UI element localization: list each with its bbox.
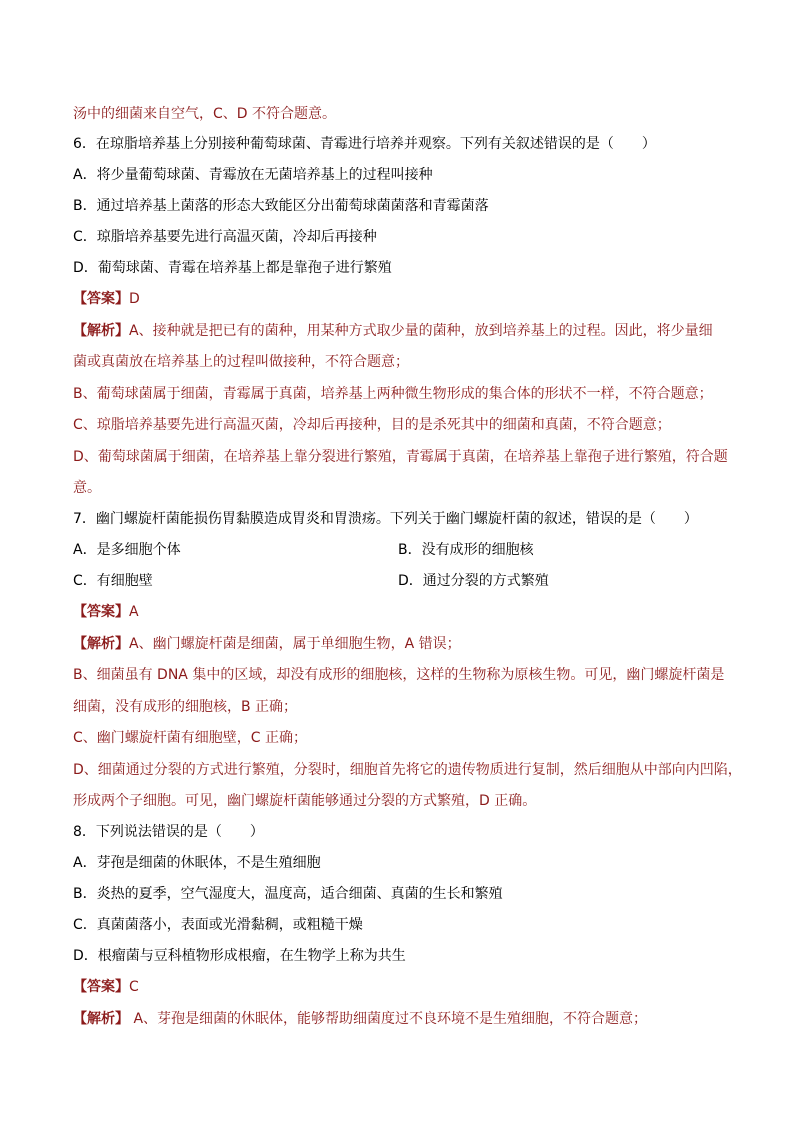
explanation-6-line: C、琼脂培养基要先进行高温灭菌，冷却后再接种，目的是杀死其中的细菌和真菌，不符合题意； [73,417,671,433]
question-8-option-d: D．根瘤菌与豆科植物形成根瘤，在生物学上称为共生 [73,948,406,964]
explanation-7-line: C、幽门螺旋杆菌有细胞壁，C 正确； [73,730,308,746]
answer-tag: 【答案】 [73,979,129,995]
answer-tag: 【答案】 [73,291,129,307]
explanation-text: A、接种就是把已有的菌种，用某种方式取少量的菌种，放到培养基上的过程。因此，将少量细 [129,323,713,339]
question-7: 7．幽门螺旋杆菌能损伤胃黏膜造成胃炎和胃溃疡。下列关于幽门螺旋杆菌的叙述，错误的是（ ） [73,511,698,527]
question-6-option-b: B．通过培养基上菌落的形态大致能区分出葡萄球菌菌落和青霉菌落 [73,198,489,214]
question-6-option-a: A．将少量葡萄球菌、青霉放在无菌培养基上的过程叫接种 [73,167,433,183]
explanation-tag: 【解析】 [73,1011,129,1027]
explanation-7-line: B、细菌虽有 DNA 集中的区域，却没有成形的细胞核，这样的生物称为原核生物。可见，幽门螺旋杆菌是 [73,667,725,683]
answer-value: C [129,979,139,995]
answer-7 [73,602,139,622]
question-7-option-b: B．没有成形的细胞核 [398,542,534,558]
explanation-7-line: 形成两个子细胞。可见，幽门螺旋杆菌能够通过分裂的方式繁殖，D 正确。 [73,793,537,809]
question-6-option-c: C．琼脂培养基要先进行高温灭菌，冷却后再接种 [73,229,377,245]
explanation-tag: 【解析】 [73,636,129,652]
question-6: 6．在琼脂培养基上分别接种葡萄球菌、青霉进行培养并观察。下列有关叙述错误的是（ ） [73,136,656,152]
explanation-text: A、幽门螺旋杆菌是细菌，属于单细胞生物，A 错误； [129,636,461,652]
answer-value: A [129,604,139,620]
question-7-option-d: D．通过分裂的方式繁殖 [398,573,549,589]
explanation-6-line [73,321,713,341]
answer-6 [73,289,140,309]
explanation-7-line [73,634,461,654]
explanation-7-line: 细菌，没有成形的细胞核，B 正确； [73,699,298,715]
explanation-6-line: B、葡萄球菌属于细菌，青霉属于真菌，培养基上两种微生物形成的集合体的形状不一样，不符合题意； [73,386,713,402]
explanation-tag: 【解析】 [73,323,129,339]
question-7-option-c: C．有细胞壁 [73,573,153,589]
question-6-option-d: D．葡萄球菌、青霉在培养基上都是靠孢子进行繁殖 [73,260,392,276]
explanation-6-line: 菌或真菌放在培养基上的过程叫做接种，不符合题意； [73,354,409,370]
explanation-text: A、芽孢是细菌的休眠体，能够帮助细菌度过不良环境不是生殖细胞，不符合题意； [129,1011,648,1027]
answer-value: D [129,291,140,307]
explanation-6-line: D、葡萄球菌属于细菌，在培养基上靠分裂进行繁殖，青霉属于真菌，在培养基上靠孢子进行繁殖，符合题 [73,449,728,465]
question-8: 8．下列说法错误的是（ ） [73,824,264,840]
explanation-6-line: 意。 [73,480,101,496]
question-7-option-a: A．是多细胞个体 [73,542,181,558]
question-8-option-c: C．真菌菌落小，表面或光滑黏稠，或粗糙干燥 [73,917,363,933]
answer-8 [73,977,139,997]
explanation-8-line [73,1009,647,1029]
answer-tag: 【答案】 [73,604,129,620]
question-8-option-a: A．芽孢是细菌的休眠体，不是生殖细胞 [73,855,321,871]
question-8-option-b: B．炎热的夏季，空气湿度大，温度高，适合细菌、真菌的生长和繁殖 [73,886,503,902]
text-line: 汤中的细菌来自空气，C、D 不符合题意。 [73,106,337,122]
explanation-7-line: D、细菌通过分裂的方式进行繁殖，分裂时，细胞首先将它的遗传物质进行复制，然后细胞从中部向内凹陷， [73,762,742,778]
